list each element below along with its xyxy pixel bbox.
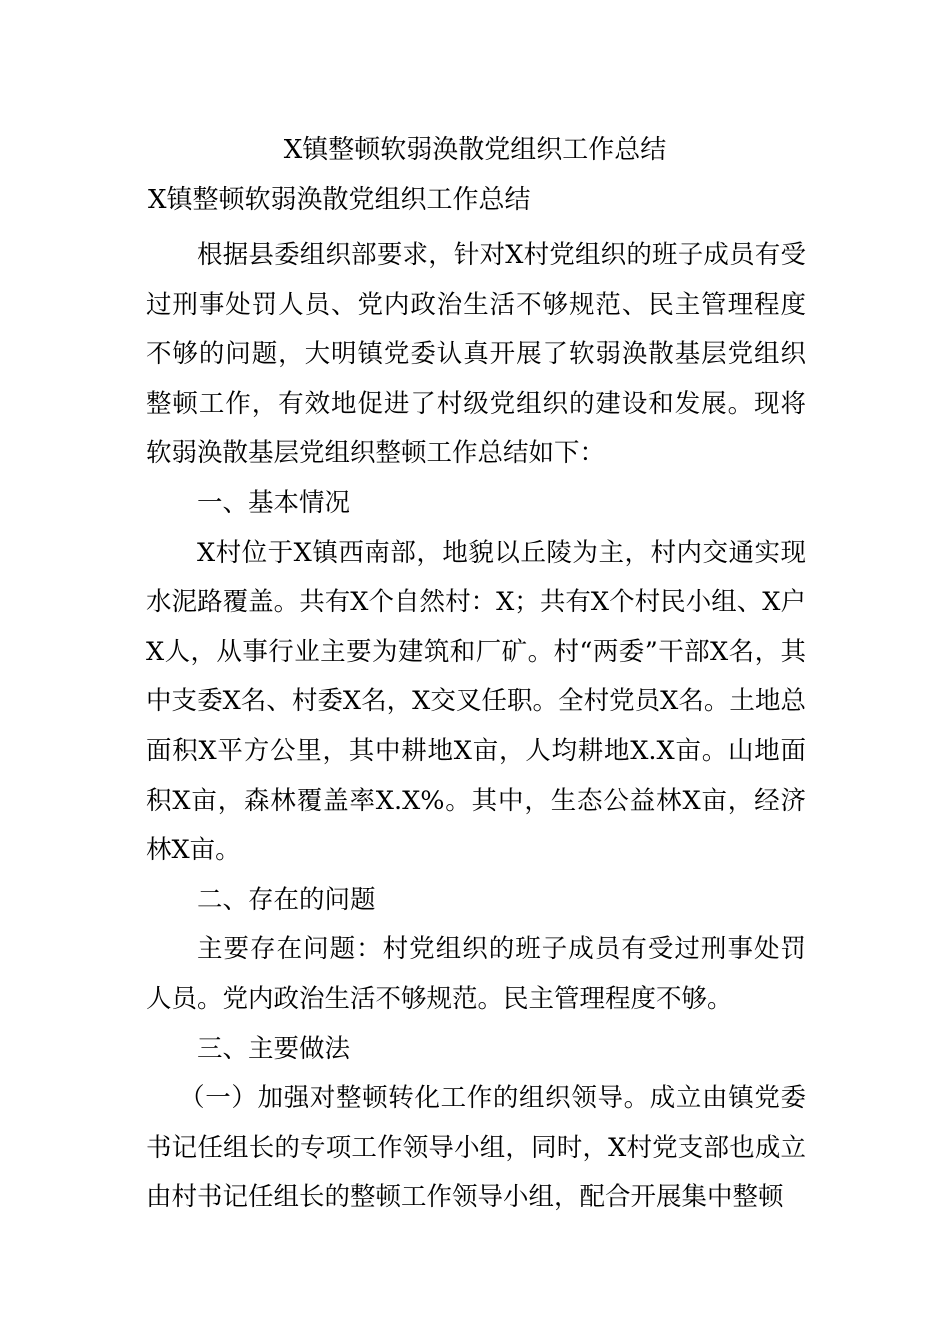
document-body <box>146 231 806 1223</box>
section-heading-problems: 二、存在的问题 <box>197 884 376 915</box>
document-title: X镇整顿软弱涣散党组织工作总结 <box>283 135 667 165</box>
paragraph-basic-info: X村位于X镇西南部，地貌以丘陵为主，村内交通实现水泥路覆盖。共有X个自然村：X；共有X个村民小组、X户X人，从事行业主要为建筑和厂矿。村“两委”干部X名，其中支委X名、村委X名，X交叉任职。全村党员X名。土地总面积X平方公里，其中耕地X亩，人均耕地X.X亩。山地面积X亩，森林覆盖率X.X%。其中，生态公益林X亩，经济林X亩。 <box>146 537 806 866</box>
document-subtitle: X镇整顿软弱涣散党组织工作总结 <box>148 185 531 215</box>
paragraph-measure-1: （一）加强对整顿转化工作的组织领导。成立由镇党委书记任组长的专项工作领导小组，同时，X村党支部也成立由村书记任组长的整顿工作领导小组，配合开展集中整顿 <box>146 1083 806 1213</box>
paragraph-problems: 主要存在问题：村党组织的班子成员有受过刑事处罚人员。党内政治生活不够规范。民主管理程度不够。 <box>146 934 806 1014</box>
section-heading-measures: 三、主要做法 <box>197 1033 351 1064</box>
paragraph-intro: 根据县委组织部要求，针对X村党组织的班子成员有受过刑事处罚人员、党内政治生活不够规范、民主管理程度不够的问题，大明镇党委认真开展了软弱涣散基层党组织整顿工作，有效地促进了村级党组织的建设和发展。现将软弱涣散基层党组织整顿工作总结如下： <box>146 240 806 469</box>
section-heading-basic-info: 一、基本情况 <box>197 487 351 518</box>
